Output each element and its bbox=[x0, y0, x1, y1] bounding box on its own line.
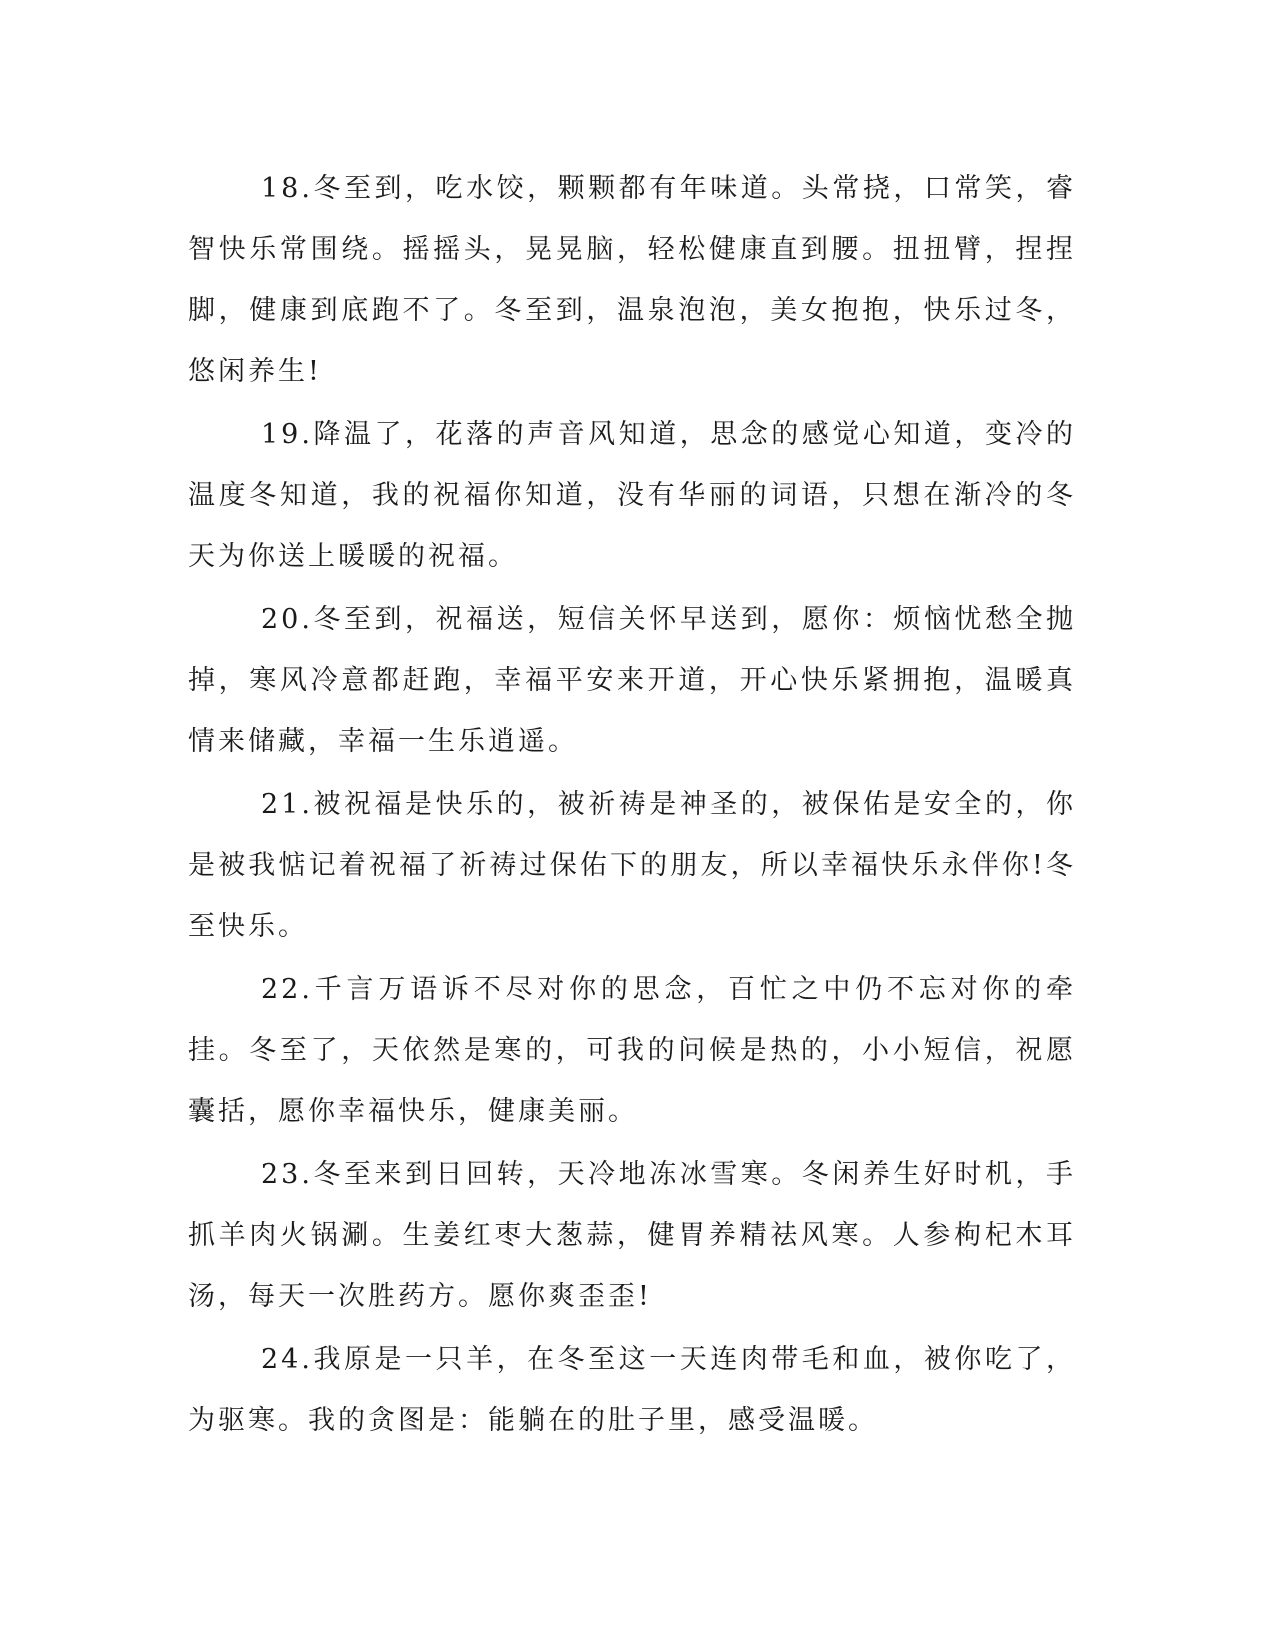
paragraph-20: 20.冬至到，祝福送，短信关怀早送到，愿你：烦恼忧愁全抛掉，寒风冷意都赶跑，幸福平安来开道，开心快乐紧拥抱，温暖真情来储藏，幸福一生乐逍遥。 bbox=[188, 604, 1076, 757]
paragraph-19: 19.降温了，花落的声音风知道，思念的感觉心知道，变冷的温度冬知道，我的祝福你知道，没有华丽的词语，只想在渐冷的冬天为你送上暖暖的祝福。 bbox=[188, 419, 1076, 572]
paragraph-22: 22.千言万语诉不尽对你的思念，百忙之中仍不忘对你的牵挂。冬至了，天依然是寒的，可我的问候是热的，小小短信，祝愿囊括，愿你幸福快乐，健康美丽。 bbox=[188, 974, 1076, 1127]
paragraph-18: 18.冬至到，吃水饺，颗颗都有年味道。头常挠，口常笑，睿智快乐常围绕。摇摇头，晃晃脑，轻松健康直到腰。扭扭臂，捏捏脚，健康到底跑不了。冬至到，温泉泡泡，美女抱抱，快乐过冬，悠闲养生! bbox=[188, 173, 1076, 387]
paragraph-24: 24.我原是一只羊，在冬至这一天连肉带毛和血，被你吃了，为驱寒。我的贪图是：能躺在的肚子里，感受温暖。 bbox=[188, 1344, 1076, 1436]
paragraph-23: 23.冬至来到日回转，天冷地冻冰雪寒。冬闲养生好时机，手抓羊肉火锅涮。生姜红枣大葱蒜，健胃养精祛风寒。人参枸杞木耳汤，每天一次胜药方。愿你爽歪歪! bbox=[188, 1159, 1076, 1312]
paragraph-21: 21.被祝福是快乐的，被祈祷是神圣的，被保佑是安全的，你是被我惦记着祝福了祈祷过保佑下的朋友，所以幸福快乐永伴你!冬至快乐。 bbox=[188, 789, 1076, 942]
document-body bbox=[188, 158, 1076, 1453]
